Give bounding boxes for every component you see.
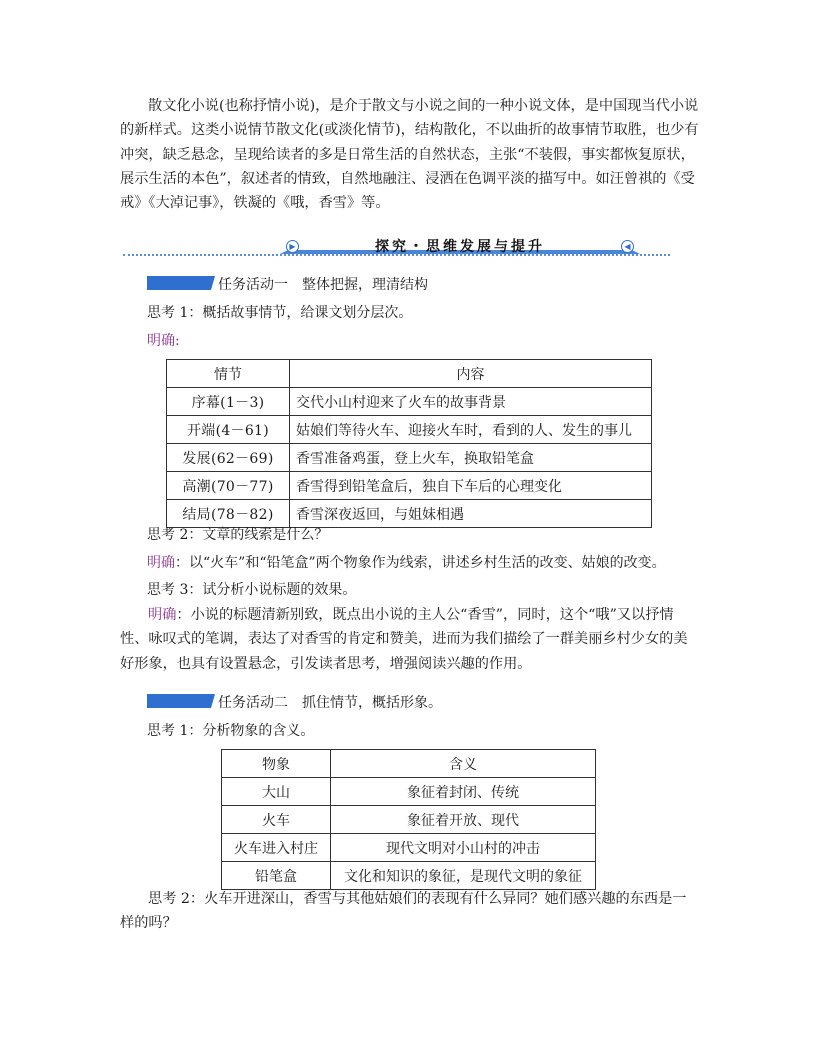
answer-label: 明确 (148, 607, 177, 623)
banner-title: 探究・思维发展与提升 (375, 239, 545, 255)
task1-answer-2 (147, 553, 666, 573)
answer-text: ：小说的标题清新别致，既点出小说的主人公“香雪”，同时，这个“哦”又以抒情性、咏叹式的笔调，表达了对香雪的肯定和赞美，进而为我们描绘了一群美丽乡村少女的美好形象，也具有设置悬念，引发读者思考，增强阅读兴趣的作用。 (120, 607, 688, 672)
table-cell: 象征着开放、现代 (331, 806, 596, 834)
play-left-icon: ◀ (621, 240, 634, 253)
task1-answer-label: 明确: (147, 333, 180, 349)
table-cell: 大山 (222, 778, 331, 806)
task-marker-icon (147, 694, 215, 708)
table-header-row (167, 360, 652, 388)
table-cell: 铅笔盒 (222, 862, 331, 890)
symbol-meaning-table (221, 749, 596, 890)
table-header-cell: 物象 (222, 750, 331, 778)
table-cell: 火车进入村庄 (222, 834, 331, 862)
table-cell: 火车 (222, 806, 331, 834)
task2-question-1: 思考 1：分析物象的含义。 (147, 723, 315, 739)
table-cell: 现代文明对小山村的冲击 (331, 834, 596, 862)
table-row (222, 806, 596, 834)
table-cell: 高潮(70－77) (167, 472, 290, 500)
banner-title-box (280, 238, 640, 254)
play-right-icon: ▶ (286, 240, 299, 253)
task-marker-icon (147, 276, 215, 290)
table-cell: 交代小山村迎来了火车的故事背景 (290, 388, 652, 416)
table-cell: 发展(62－69) (167, 444, 290, 472)
table-cell: 象征着封闭、传统 (331, 778, 596, 806)
table-cell: 开端(4－61) (167, 416, 290, 444)
task1-question-2: 思考 2：文章的线索是什么？ (147, 527, 329, 543)
table-row (167, 500, 652, 528)
answer-label: 明确 (147, 555, 175, 571)
table-row (222, 834, 596, 862)
task1-question-3: 思考 3：试分析小说标题的效果。 (147, 582, 357, 598)
task2-question-2: 思考 2：火车开进深山，香雪与其他姑娘们的表现有什么异同？她们感兴趣的东西是一样的吗？ (120, 891, 687, 932)
table-header-row (222, 750, 596, 778)
task1-heading: 任务活动一 整体把握，理清结构 (218, 277, 428, 293)
task2-heading: 任务活动二 抓住情节，概括形象。 (218, 695, 442, 711)
table-cell: 结局(78－82) (167, 500, 290, 528)
table-row (222, 778, 596, 806)
task1-answer-3 (120, 603, 700, 676)
table-header-cell: 内容 (290, 360, 652, 388)
table-cell: 香雪得到铅笔盒后，独自下车后的心理变化 (290, 472, 652, 500)
section-banner (120, 232, 670, 262)
table-cell: 香雪深夜返回，与姐妹相遇 (290, 500, 652, 528)
table-row (167, 416, 652, 444)
table-header-cell: 情节 (167, 360, 290, 388)
intro-paragraph: 散文化小说(也称抒情小说)，是介于散文与小说之间的一种小说文体，是中国现当代小说的新样式。这类小说情节散文化(或淡化情节)，结构散化，不以曲折的故事情节取胜，也少有冲突，缺乏悬念，呈现给读者的多是日常生活的自然状态，主张“不装假，事实都恢复原状，展示生活的本色”，叙述者的情致，自然地融注、浸洒在色调平淡的描写中。如汪曾祺的《受戒》《大淖记事》，铁凝的《哦，香雪》等。 (120, 98, 699, 212)
table-row (167, 472, 652, 500)
task1-question-1: 思考 1：概括故事情节，给课文划分层次。 (147, 305, 413, 321)
table-row (167, 444, 652, 472)
answer-text: ：以“火车”和“铅笔盒”两个物象作为线索，讲述乡村生活的改变、姑娘的改变。 (175, 555, 666, 571)
table-header-cell: 含义 (331, 750, 596, 778)
table-row (222, 862, 596, 890)
table-row (167, 388, 652, 416)
plot-structure-table (166, 359, 652, 528)
table-cell: 序幕(1－3) (167, 388, 290, 416)
table-cell: 姑娘们等待火车、迎接火车时，看到的人、发生的事儿 (290, 416, 652, 444)
table-cell: 文化和知识的象征，是现代文明的象征 (331, 862, 596, 890)
table-cell: 香雪准备鸡蛋，登上火车，换取铅笔盒 (290, 444, 652, 472)
